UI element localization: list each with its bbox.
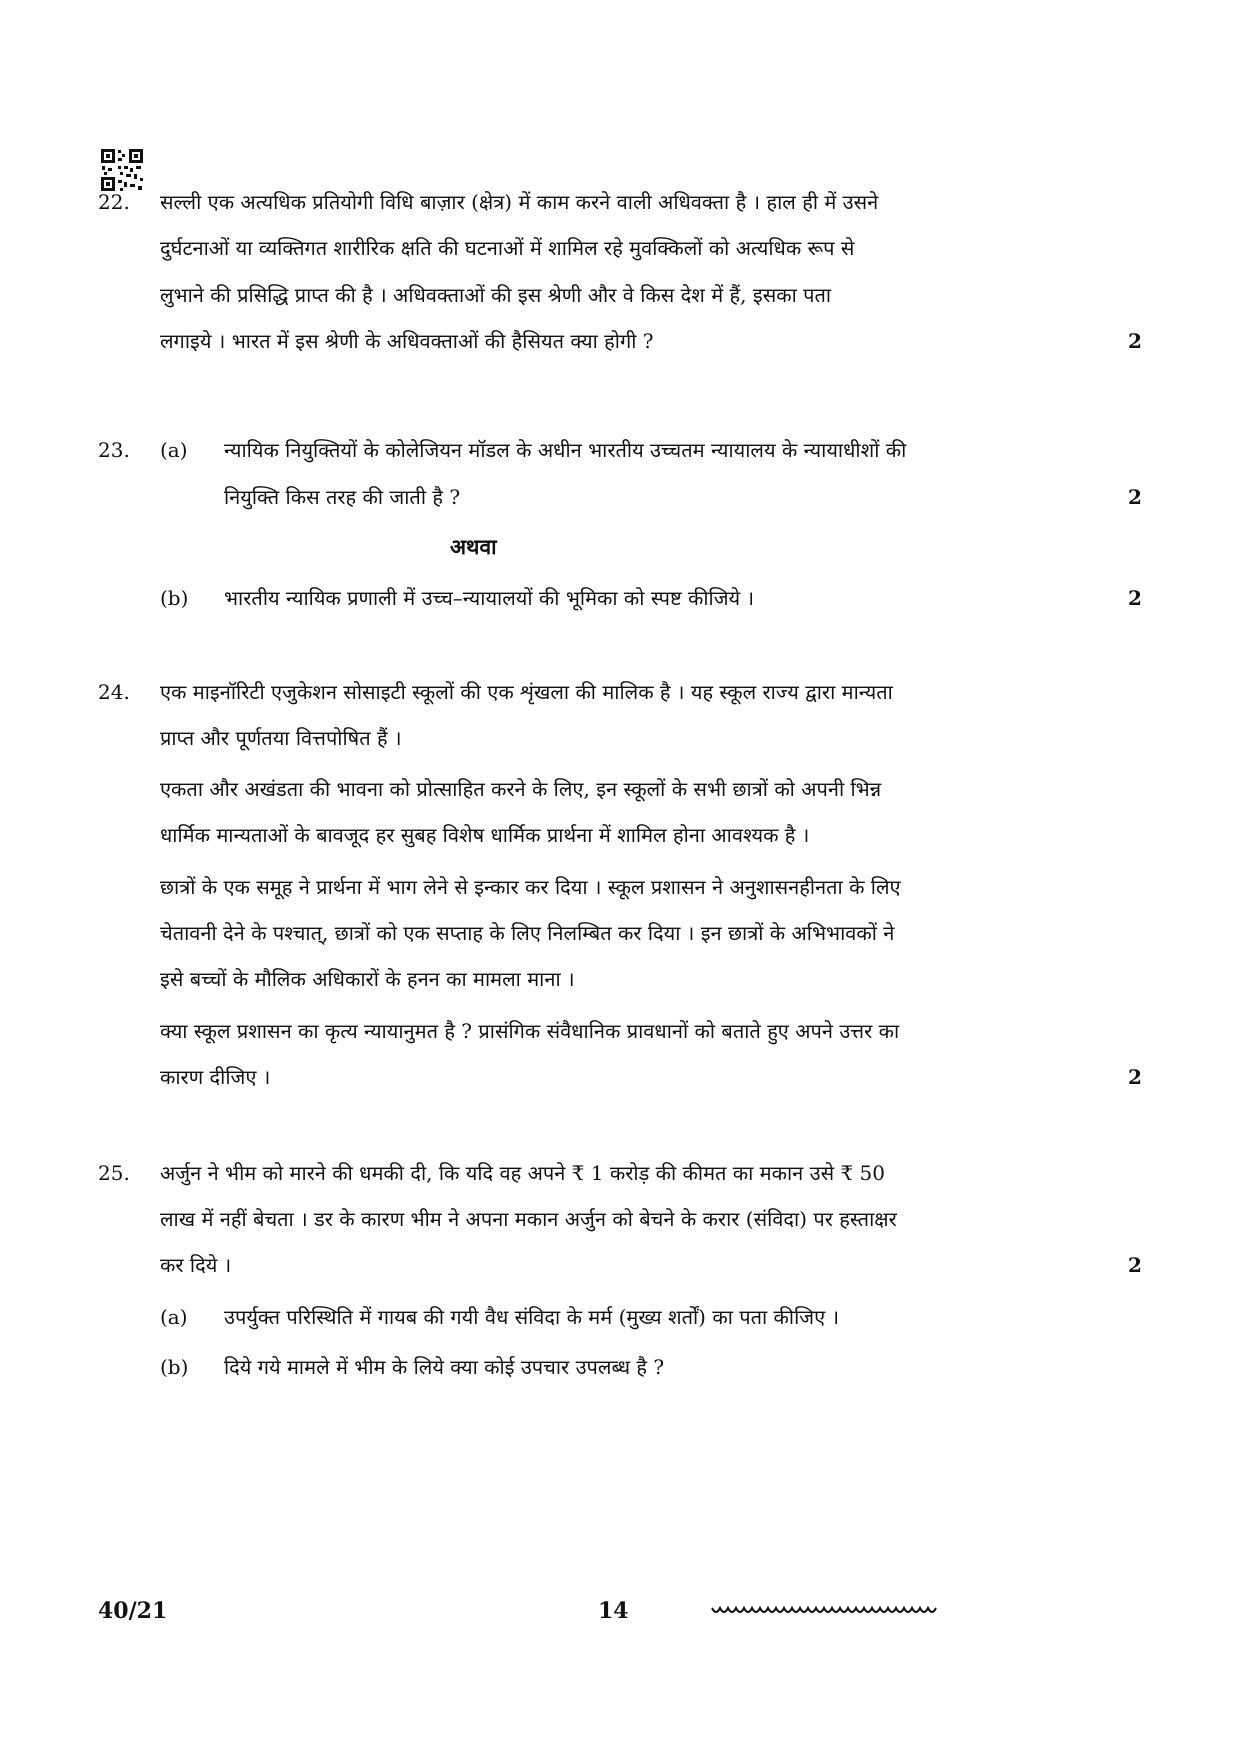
- question-text-line: सल्ली एक अत्यधिक प्रतियोगी विधि बाज़ार (क्षेत्र) में काम करने वाली अधिवक्ता है । हाल ही में उसने: [160, 190, 879, 214]
- marks-label: 2: [1128, 485, 1142, 509]
- question-text-line: कर दिये ।: [160, 1253, 232, 1277]
- question-text-line: लगाइये । भारत में इस श्रेणी के अधिवक्ताओं की हैसियत क्या होगी ?: [160, 329, 654, 353]
- marks-label: 2: [1128, 1253, 1142, 1277]
- sub-part-label: (b): [160, 1355, 189, 1379]
- question-text-line: धार्मिक मान्यताओं के बावजूद हर सुबह विशेष धार्मिक प्रार्थना में शामिल होना आवश्यक है ।: [160, 823, 810, 847]
- question-text-line: लाख में नहीं बेचता । डर के कारण भीम ने अपना मकान अर्जुन को बेचने के करार (संविदा) पर हस्ताक्षर: [160, 1207, 897, 1231]
- question-text-line: कारण दीजिए ।: [160, 1065, 271, 1089]
- question-number: 22.: [98, 190, 130, 214]
- marks-label: 2: [1128, 586, 1142, 610]
- question-text-line: क्या स्कूल प्रशासन का कृत्य न्यायानुमत है ? प्रासंगिक संवैधानिक प्रावधानों को बताते हुए अपने उत्तर का: [160, 1019, 900, 1043]
- sub-part-label: (b): [160, 586, 189, 610]
- question-text-line: लुभाने की प्रसिद्धि प्राप्त की है । अधिवक्ताओं की इस श्रेणी और वे किस देश में हैं, इसका पता: [160, 283, 832, 307]
- page-number: 14: [598, 1598, 629, 1624]
- marks-label: 2: [1128, 329, 1142, 353]
- question-number: 24.: [98, 680, 130, 704]
- question-number: 23.: [98, 438, 130, 462]
- question-text-line: उपर्युक्त परिस्थिति में गायब की गयी वैध संविदा के मर्म (मुख्य शर्तों) का पता कीजिए ।: [224, 1305, 840, 1329]
- question-text-line: दुर्घटनाओं या व्यक्तिगत शारीरिक क्षति की घटनाओं में शामिल रहे मुवक्किलों को अत्यधिक रूप से: [160, 236, 855, 260]
- question-text-line: न्यायिक नियुक्तियों के कोलेजियन मॉडल के अधीन भारतीय उच्चतम न्यायालय के न्यायाधीशों की: [224, 438, 907, 462]
- question-text-line: नियुक्ति किस तरह की जाती है ?: [224, 485, 461, 509]
- sub-part-label: (a): [160, 1305, 188, 1329]
- question-text-line: भारतीय न्यायिक प्रणाली में उच्च–न्यायालयों की भूमिका को स्पष्ट कीजिये ।: [224, 586, 755, 610]
- question-text-line: इसे बच्चों के मौलिक अधिकारों के हनन का मामला माना ।: [160, 967, 575, 991]
- squiggle-line-icon: [710, 1596, 1000, 1626]
- question-text-line: प्राप्त और पूर्णतया वित्तपोषित हैं ।: [160, 726, 402, 750]
- question-text-line: छात्रों के एक समूह ने प्रार्थना में भाग लेने से इन्कार कर दिया । स्कूल प्रशासन ने अनुशासनहीनता के लिए: [160, 875, 901, 899]
- question-text-line: अर्जुन ने भीम को मारने की धमकी दी, कि यदि वह अपने ₹ 1 करोड़ की कीमत का मकान उसे ₹ 50: [160, 1161, 886, 1185]
- or-separator: अथवा: [450, 534, 497, 559]
- question-text-line: एक माइनॉरिटी एजुकेशन सोसाइटी स्कूलों की एक शृंखला की मालिक है । यह स्कूल राज्य द्वारा मान्यता: [160, 680, 893, 704]
- question-text-line: चेतावनी देने के पश्चात्, छात्रों को एक सप्ताह के लिए निलम्बित कर दिया । इन छात्रों के अभिभावकों ने: [160, 921, 895, 945]
- marks-label: 2: [1128, 1065, 1142, 1089]
- question-text-line: एकता और अखंडता की भावना को प्रोत्साहित करने के लिए, इन स्कूलों के सभी छात्रों को अपनी भिन्न: [160, 777, 882, 801]
- question-number: 25.: [98, 1161, 130, 1185]
- paper-code: 40/21: [98, 1598, 168, 1624]
- question-text-line: दिये गये मामले में भीम के लिये क्या कोई उपचार उपलब्ध है ?: [224, 1355, 665, 1379]
- sub-part-label: (a): [160, 438, 188, 462]
